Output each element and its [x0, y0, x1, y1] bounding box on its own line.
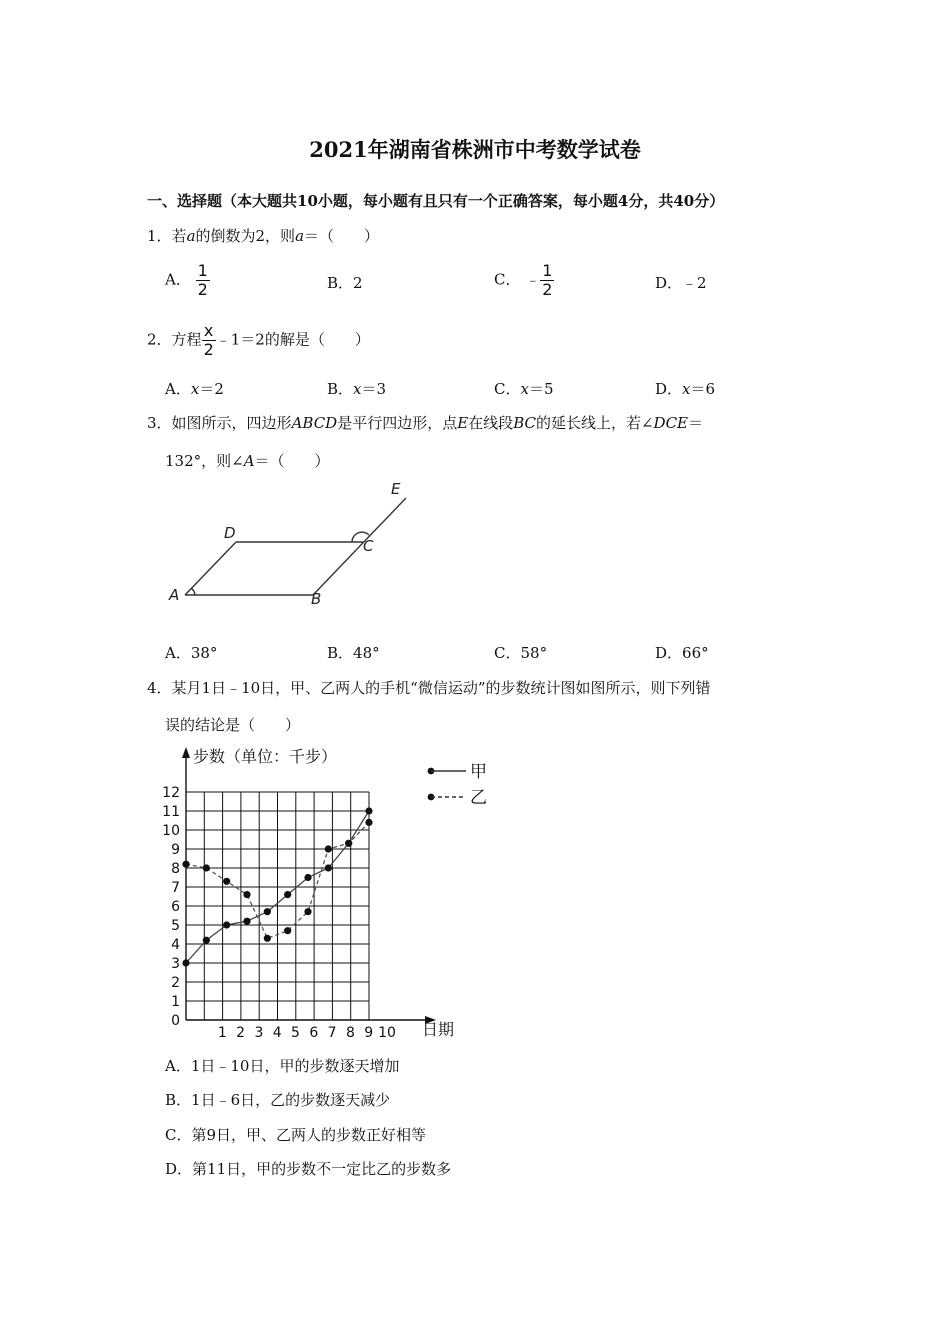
q1-option-a-label: A．	[165, 270, 191, 289]
q1-option-a-denominator: 2	[197, 280, 208, 299]
series-2-point	[264, 935, 271, 942]
q1-option-c-label: C．	[494, 270, 521, 289]
series-1-point	[284, 891, 291, 898]
q2-option-a-value: ＝2	[199, 380, 224, 398]
q1-option-d	[655, 272, 707, 293]
chart-x-axis-label: 日期	[422, 1020, 455, 1039]
q3-option-b-label: B．	[327, 644, 354, 662]
q1-text-mid: 的倒数为2，则	[195, 227, 296, 245]
q1-option-c	[494, 262, 554, 299]
y-tick-label: 5	[171, 918, 180, 934]
q1-var2: a	[295, 227, 305, 245]
q3-option-a-label: A．	[165, 644, 191, 662]
angle-a-arc	[191, 588, 195, 595]
q2-number: 2．	[147, 330, 172, 349]
q1-option-c-sign: ﹣	[525, 270, 541, 289]
y-tick-label: 0	[171, 1013, 180, 1029]
y-tick-label: 2	[171, 975, 180, 991]
q1-option-d-text: ﹣2	[682, 274, 707, 292]
q3-option-d-label: D．	[655, 644, 683, 662]
series-1-point	[264, 908, 271, 915]
q2-option-b-var: x	[353, 380, 362, 398]
exam-title: 2021年湖南省株洲市中考数学试卷	[309, 137, 641, 162]
q2-option-c	[494, 378, 554, 399]
question-3-line-1	[147, 412, 703, 433]
q3-option-d	[655, 642, 709, 663]
y-tick-label: 7	[171, 880, 180, 896]
q3-var-e: E	[457, 414, 469, 432]
q2-option-c-var: x	[520, 380, 529, 398]
q3-option-b	[327, 642, 380, 663]
q2-option-b-label: B．	[327, 380, 354, 398]
q1-option-c-denominator: 2	[542, 280, 553, 299]
series-2-point	[182, 861, 189, 868]
q3-text-1e: ＝	[688, 414, 704, 432]
question-3-line-2	[165, 450, 330, 471]
q3-var-bc: BC	[513, 414, 536, 432]
chart-legend	[428, 762, 487, 808]
series-2-point	[345, 840, 352, 847]
label-b: B	[311, 590, 322, 608]
parallelogram-figure	[160, 476, 420, 612]
q4-option-c: C．第9日，甲、乙两人的步数正好相等	[165, 1126, 427, 1144]
q2-fraction-numerator: x	[202, 322, 216, 341]
q1-option-b	[327, 272, 363, 293]
q3-var-abcd: ABCD	[291, 414, 338, 432]
q3-text-1b: 是平行四边形，点	[337, 414, 458, 432]
q3-var-dce: DCE	[653, 414, 688, 432]
q2-option-d	[655, 378, 715, 399]
q2-text-pre: 方程	[171, 330, 202, 349]
q1-text-post: ＝（ ）	[304, 227, 380, 245]
q1-option-d-label: D．	[655, 274, 683, 292]
q2-option-b-value: ＝3	[361, 380, 387, 398]
q3-text-2b: ＝（ ）	[254, 452, 330, 470]
q2-text-post: ﹣1＝2的解是（ ）	[215, 330, 370, 349]
series-2-point	[365, 819, 372, 826]
q3-text-1d: 的延长线上，若∠	[535, 414, 654, 432]
q2-option-c-value: ＝5	[528, 380, 554, 398]
q3-option-d-text: 66°	[682, 644, 709, 662]
q3-option-b-text: 48°	[353, 644, 380, 662]
label-a: A	[169, 586, 180, 604]
q1-option-b-label: B．	[327, 274, 354, 292]
steps-line-chart	[160, 738, 500, 1043]
y-tick-label: 12	[162, 785, 180, 801]
x-tick-label: 5	[291, 1025, 300, 1041]
x-tick-label: 1	[217, 1025, 227, 1041]
x-tick-label: 4	[272, 1025, 282, 1041]
side-ad	[185, 542, 236, 595]
q2-fraction	[202, 322, 216, 359]
q4-text-1: 某月1日﹣10日，甲、乙两人的手机“微信运动”的步数统计图如图所示，则下列错	[171, 679, 711, 697]
y-tick-label: 3	[171, 956, 180, 972]
q2-fraction-denominator: 2	[203, 340, 214, 359]
question-4-line-2: 误的结论是（ ）	[165, 716, 301, 734]
x-tick-label: 7	[327, 1025, 337, 1041]
legend-label-2: 乙	[470, 788, 487, 808]
q4-option-b: B．1日﹣6日，乙的步数逐天减少	[165, 1091, 391, 1109]
label-c: C	[363, 537, 374, 555]
q3-option-c-label: C．	[494, 644, 521, 662]
q4-option-a: A．1日﹣10日，甲的步数逐天增加	[165, 1057, 400, 1075]
x-tick-label: 6	[309, 1025, 319, 1041]
y-tick-label: 8	[171, 861, 180, 877]
q4-number: 4．	[147, 679, 172, 697]
q2-option-a-label: A．	[165, 380, 191, 398]
q1-option-a-numerator: 1	[197, 261, 208, 280]
q2-option-a	[165, 378, 224, 399]
series-2-point	[203, 864, 210, 871]
chart-y-axis-label: 步数（单位：千步）	[193, 747, 338, 766]
series-2-point	[304, 908, 311, 915]
q3-var-a: A	[243, 452, 255, 470]
label-e: E	[391, 480, 401, 498]
x-tick-label: 9	[364, 1025, 374, 1041]
y-tick-label: 1	[171, 994, 180, 1010]
label-d: D	[224, 524, 236, 542]
x-tick-label: 3	[254, 1025, 264, 1041]
legend-label-1: 甲	[470, 762, 487, 782]
q1-option-c-fraction	[540, 262, 554, 299]
series-2-point	[325, 845, 332, 852]
x-tick-label: 2	[236, 1025, 246, 1041]
series-1-point	[223, 921, 230, 928]
q3-option-a	[165, 642, 217, 663]
q2-option-a-var: x	[190, 380, 200, 398]
q3-option-a-text: 38°	[190, 644, 218, 662]
q2-option-c-label: C．	[494, 380, 521, 398]
series-2-point	[243, 891, 250, 898]
q2-option-b	[327, 378, 386, 399]
series-1-point	[325, 864, 332, 871]
x-tick-label: 10	[378, 1025, 396, 1041]
q1-option-b-text: 2	[353, 274, 363, 292]
y-tick-label: 9	[171, 842, 180, 858]
q3-option-c-text: 58°	[520, 644, 548, 662]
question-2	[147, 322, 370, 359]
x-tick-label: 8	[345, 1025, 355, 1041]
series-1-point	[243, 918, 250, 925]
y-tick-label: 4	[171, 937, 180, 953]
q1-option-a	[165, 262, 210, 299]
q2-option-d-var: x	[682, 380, 691, 398]
question-4-line-1	[147, 677, 711, 698]
q1-text-pre: 若	[171, 227, 187, 245]
series-2-point	[223, 878, 230, 885]
y-tick-label: 10	[162, 823, 180, 839]
y-axis-arrow	[182, 747, 190, 758]
chart-grid	[186, 792, 369, 1020]
series-2-point	[284, 927, 291, 934]
q4-option-d: D．第11日，甲的步数不一定比乙的步数多	[165, 1160, 452, 1178]
y-tick-label: 6	[171, 899, 180, 915]
question-1	[147, 225, 379, 246]
y-tick-label: 11	[162, 804, 180, 820]
line-bce	[313, 498, 406, 595]
q2-option-d-label: D．	[655, 380, 683, 398]
q3-text-2a: 132°，则∠	[165, 452, 244, 470]
series-1-point	[203, 937, 210, 944]
series-1-point	[304, 874, 311, 881]
q3-text-1c: 在线段	[468, 414, 514, 432]
section-heading: 一、选择题（本大题共10小题，每小题有且只有一个正确答案，每小题4分，共40分）	[147, 192, 725, 210]
q3-text-1a: 如图所示，四边形	[171, 414, 292, 432]
q1-var: a	[186, 227, 196, 245]
series-1-point	[182, 959, 189, 966]
q1-number: 1．	[147, 227, 172, 245]
q1-option-a-fraction	[196, 262, 210, 299]
q3-option-c	[494, 642, 547, 663]
q2-option-d-value: ＝6	[690, 380, 716, 398]
series-1-point	[365, 807, 372, 814]
q1-option-c-numerator: 1	[542, 261, 553, 280]
q3-number: 3．	[147, 414, 172, 432]
